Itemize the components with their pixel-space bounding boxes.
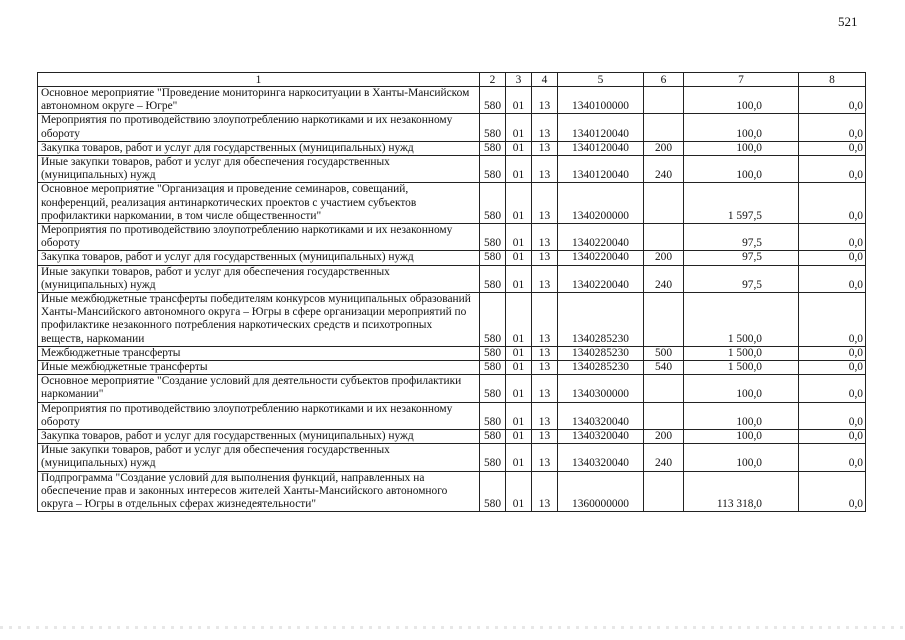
- cell-c5: 1360000000: [558, 471, 644, 512]
- cell-c7: 1 597,5: [684, 183, 799, 224]
- cell-c6: [644, 114, 684, 141]
- cell-c4: 13: [532, 141, 558, 155]
- cell-c6: 200: [644, 141, 684, 155]
- cell-c4: 13: [532, 361, 558, 375]
- table-row: [38, 430, 866, 444]
- cell-c8: 0,0: [799, 87, 866, 114]
- table-row: [38, 293, 866, 347]
- column-header: 8: [799, 73, 866, 87]
- cell-c5: 1340285230: [558, 361, 644, 375]
- cell-c2: 580: [480, 402, 506, 429]
- cell-c8: 0,0: [799, 444, 866, 471]
- table-row: [38, 141, 866, 155]
- cell-c7: 100,0: [684, 114, 799, 141]
- cell-c4: 13: [532, 471, 558, 512]
- cell-c3: 01: [506, 361, 532, 375]
- cell-c2: 580: [480, 224, 506, 251]
- cell-c8: 0,0: [799, 114, 866, 141]
- table-row: [38, 156, 866, 183]
- row-name: Межбюджетные трансферты: [38, 346, 480, 360]
- cell-c7: 1 500,0: [684, 293, 799, 347]
- table-row: [38, 87, 866, 114]
- cell-c5: 1340220040: [558, 251, 644, 265]
- table-row: [38, 375, 866, 402]
- table-row: [38, 444, 866, 471]
- cell-c3: 01: [506, 430, 532, 444]
- table-row: [38, 251, 866, 265]
- cell-c4: 13: [532, 430, 558, 444]
- cell-c4: 13: [532, 444, 558, 471]
- column-header: 2: [480, 73, 506, 87]
- cell-c7: 100,0: [684, 87, 799, 114]
- row-name: Иные закупки товаров, работ и услуг для обеспечения государственных (муниципальных) нужд: [38, 444, 480, 471]
- row-name: Подпрограмма "Создание условий для выполнения функций, направленных на обеспечение прав и законных интересов жителей Ханты-Мансийского автономного округа – Югры в отдельных сферах жизнедеятельности": [38, 471, 480, 512]
- page-number: 521: [838, 14, 858, 29]
- table-row: [38, 265, 866, 292]
- row-name: Основное мероприятие "Проведение мониторинга наркоситуации в Ханты-Мансийском автономном округе – Югре": [38, 87, 480, 114]
- cell-c3: 01: [506, 183, 532, 224]
- cell-c7: 100,0: [684, 444, 799, 471]
- cell-c7: 1 500,0: [684, 346, 799, 360]
- row-name: Иные закупки товаров, работ и услуг для обеспечения государственных (муниципальных) нужд: [38, 265, 480, 292]
- cell-c8: 0,0: [799, 293, 866, 347]
- cell-c5: 1340120040: [558, 141, 644, 155]
- cell-c2: 580: [480, 114, 506, 141]
- cell-c3: 01: [506, 444, 532, 471]
- cell-c2: 580: [480, 471, 506, 512]
- cell-c3: 01: [506, 293, 532, 347]
- cell-c5: 1340320040: [558, 444, 644, 471]
- cell-c3: 01: [506, 87, 532, 114]
- column-header: 5: [558, 73, 644, 87]
- table-row: [38, 346, 866, 360]
- cell-c5: 1340220040: [558, 265, 644, 292]
- row-name: Мероприятия по противодействию злоупотреблению наркотиками и их незаконному обороту: [38, 224, 480, 251]
- cell-c2: 580: [480, 346, 506, 360]
- row-name: Иные межбюджетные трансферты: [38, 361, 480, 375]
- column-header: 7: [684, 73, 799, 87]
- cell-c5: 1340285230: [558, 346, 644, 360]
- cell-c4: 13: [532, 156, 558, 183]
- cell-c6: [644, 375, 684, 402]
- table-row: [38, 471, 866, 512]
- cell-c8: 0,0: [799, 471, 866, 512]
- column-header: 3: [506, 73, 532, 87]
- cell-c7: 100,0: [684, 156, 799, 183]
- table-row: [38, 183, 866, 224]
- cell-c8: 0,0: [799, 156, 866, 183]
- cell-c8: 0,0: [799, 346, 866, 360]
- cell-c7: 100,0: [684, 141, 799, 155]
- cell-c6: [644, 183, 684, 224]
- cell-c8: 0,0: [799, 361, 866, 375]
- cell-c7: 97,5: [684, 224, 799, 251]
- cell-c4: 13: [532, 224, 558, 251]
- cell-c8: 0,0: [799, 265, 866, 292]
- scan-artifact: [0, 626, 905, 629]
- cell-c2: 580: [480, 265, 506, 292]
- row-name: Основное мероприятие "Организация и проведение семинаров, совещаний, конференций, реализация антинаркотических проектов с участием субъектов профилактики наркомании, в том числе общественности": [38, 183, 480, 224]
- table-row: [38, 224, 866, 251]
- row-name: Основное мероприятие "Создание условий для деятельности субъектов профилактики наркомании": [38, 375, 480, 402]
- cell-c8: 0,0: [799, 430, 866, 444]
- row-name: Закупка товаров, работ и услуг для государственных (муниципальных) нужд: [38, 251, 480, 265]
- row-name: Закупка товаров, работ и услуг для государственных (муниципальных) нужд: [38, 141, 480, 155]
- cell-c7: 113 318,0: [684, 471, 799, 512]
- cell-c4: 13: [532, 402, 558, 429]
- cell-c2: 580: [480, 430, 506, 444]
- cell-c5: 1340320040: [558, 402, 644, 429]
- row-name: Закупка товаров, работ и услуг для государственных (муниципальных) нужд: [38, 430, 480, 444]
- cell-c8: 0,0: [799, 141, 866, 155]
- cell-c7: 1 500,0: [684, 361, 799, 375]
- cell-c3: 01: [506, 375, 532, 402]
- cell-c2: 580: [480, 251, 506, 265]
- cell-c6: 500: [644, 346, 684, 360]
- cell-c5: 1340200000: [558, 183, 644, 224]
- cell-c4: 13: [532, 375, 558, 402]
- cell-c2: 580: [480, 293, 506, 347]
- cell-c3: 01: [506, 346, 532, 360]
- cell-c4: 13: [532, 87, 558, 114]
- cell-c6: [644, 471, 684, 512]
- cell-c7: 100,0: [684, 375, 799, 402]
- cell-c7: 100,0: [684, 430, 799, 444]
- table-row: [38, 361, 866, 375]
- cell-c3: 01: [506, 251, 532, 265]
- cell-c4: 13: [532, 114, 558, 141]
- cell-c3: 01: [506, 471, 532, 512]
- cell-c8: 0,0: [799, 402, 866, 429]
- cell-c2: 580: [480, 183, 506, 224]
- row-name: Иные закупки товаров, работ и услуг для обеспечения государственных (муниципальных) нужд: [38, 156, 480, 183]
- budget-table: [37, 72, 866, 512]
- cell-c3: 01: [506, 224, 532, 251]
- row-name: Иные межбюджетные трансферты победителям конкурсов муниципальных образований Ханты-Мансийского автономного округа – Югры в сфере организации мероприятий по профилактике незаконного потребления наркотических средств и психотропных веществ, наркомании: [38, 293, 480, 347]
- cell-c5: 1340320040: [558, 430, 644, 444]
- cell-c6: 240: [644, 265, 684, 292]
- cell-c6: [644, 87, 684, 114]
- header-row: [38, 73, 866, 87]
- cell-c6: 200: [644, 430, 684, 444]
- cell-c4: 13: [532, 346, 558, 360]
- cell-c2: 580: [480, 361, 506, 375]
- cell-c4: 13: [532, 251, 558, 265]
- table-body: [38, 87, 866, 512]
- row-name: Мероприятия по противодействию злоупотреблению наркотиками и их незаконному обороту: [38, 402, 480, 429]
- cell-c5: 1340120040: [558, 114, 644, 141]
- cell-c2: 580: [480, 444, 506, 471]
- cell-c5: 1340220040: [558, 224, 644, 251]
- cell-c4: 13: [532, 293, 558, 347]
- cell-c6: 240: [644, 444, 684, 471]
- cell-c5: 1340120040: [558, 156, 644, 183]
- cell-c5: 1340100000: [558, 87, 644, 114]
- column-header: 4: [532, 73, 558, 87]
- cell-c6: 240: [644, 156, 684, 183]
- cell-c3: 01: [506, 114, 532, 141]
- cell-c4: 13: [532, 183, 558, 224]
- cell-c6: [644, 224, 684, 251]
- cell-c2: 580: [480, 156, 506, 183]
- column-header: 6: [644, 73, 684, 87]
- row-name: Мероприятия по противодействию злоупотреблению наркотиками и их незаконному обороту: [38, 114, 480, 141]
- column-header: 1: [38, 73, 480, 87]
- cell-c8: 0,0: [799, 183, 866, 224]
- cell-c5: 1340300000: [558, 375, 644, 402]
- cell-c2: 580: [480, 141, 506, 155]
- cell-c8: 0,0: [799, 224, 866, 251]
- cell-c4: 13: [532, 265, 558, 292]
- cell-c7: 97,5: [684, 251, 799, 265]
- cell-c3: 01: [506, 402, 532, 429]
- cell-c6: 200: [644, 251, 684, 265]
- cell-c7: 97,5: [684, 265, 799, 292]
- cell-c8: 0,0: [799, 375, 866, 402]
- cell-c3: 01: [506, 141, 532, 155]
- cell-c3: 01: [506, 156, 532, 183]
- cell-c2: 580: [480, 87, 506, 114]
- cell-c2: 580: [480, 375, 506, 402]
- cell-c8: 0,0: [799, 251, 866, 265]
- cell-c6: 540: [644, 361, 684, 375]
- table-row: [38, 114, 866, 141]
- cell-c5: 1340285230: [558, 293, 644, 347]
- cell-c3: 01: [506, 265, 532, 292]
- table-row: [38, 402, 866, 429]
- cell-c7: 100,0: [684, 402, 799, 429]
- cell-c6: [644, 293, 684, 347]
- cell-c6: [644, 402, 684, 429]
